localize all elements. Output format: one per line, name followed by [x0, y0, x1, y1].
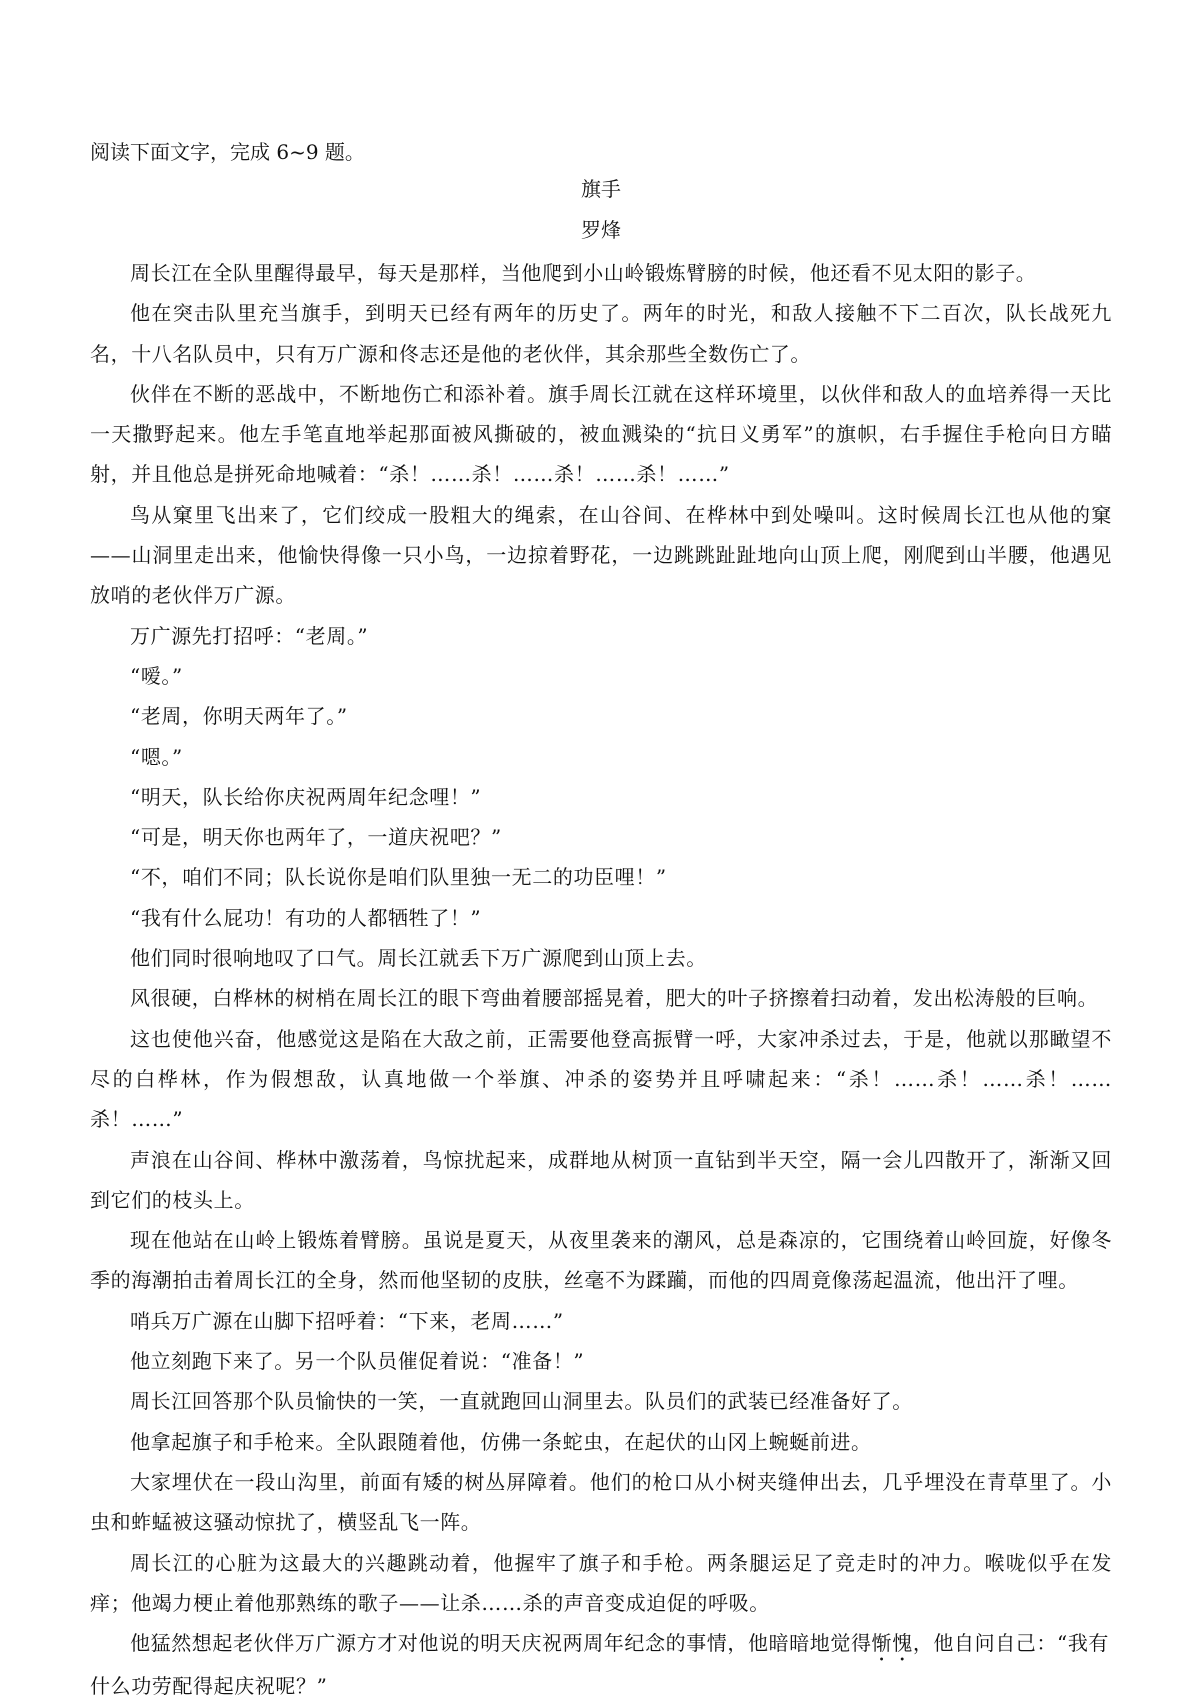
paragraph: 这也使他兴奋，他感觉这是陷在大敌之前，正需要他登高振臂一呼，大家冲杀过去，于是，他就以那瞰望不尽的白桦林，作为假想敌，认真地做一个举旗、冲杀的姿势并且呼啸起来：“杀！……杀！……杀！……杀！……” [90, 1026, 1112, 1132]
emphasized-word: 惭愧 [871, 1631, 913, 1656]
paragraph: 大家埋伏在一段山沟里，前面有矮的树丛屏障着。他们的枪口从小树夹缝伸出去，几乎埋没在青草里了。小虫和蚱蜢被这骚动惊扰了，横竖乱飞一阵。 [90, 1469, 1112, 1535]
paragraph: “嗳。” [130, 663, 183, 688]
paragraph: 他拿起旗子和手枪来。全队跟随着他，仿佛一条蛇虫，在起伏的山冈上蜿蜒前进。 [130, 1429, 872, 1454]
article-title: 旗手 [581, 177, 621, 201]
paragraph: 他们同时很响地叹了口气。周长江就丢下万广源爬到山顶上去。 [130, 946, 707, 971]
reading-instruction: 阅读下面文字，完成 6~9 题。 [90, 140, 365, 164]
paragraph: “不，咱们不同；队长说你是咱们队里独一无二的功臣哩！” [130, 865, 667, 890]
paragraph: “可是，明天你也两年了，一道庆祝吧？” [130, 825, 502, 850]
article-author: 罗烽 [581, 218, 621, 242]
paragraph: 万广源先打招呼：“老周。” [130, 623, 369, 648]
paragraph-final-before: 他猛然想起老伙伴万广源方才对他说的明天庆祝两周年纪念的事情，他暗暗地觉得 [130, 1631, 872, 1656]
paragraph: “我有什么屁功！有功的人都牺牲了！” [130, 905, 482, 930]
paragraph-final [90, 1623, 1112, 1706]
paragraph: 哨兵万广源在山脚下招呼着：“下来，老周……” [130, 1308, 564, 1333]
paragraph: 风很硬，白桦林的树梢在周长江的眼下弯曲着腰部摇晃着，肥大的叶子挤擦着扫动着，发出松涛般的巨响。 [130, 986, 1099, 1011]
paragraph: 声浪在山谷间、桦林中激荡着，鸟惊扰起来，成群地从树顶一直钻到半天空，隔一会儿四散开了，渐渐又回到它们的枝头上。 [90, 1147, 1112, 1212]
article-body [90, 253, 1112, 1706]
paragraph: “明天，队长给你庆祝两周年纪念哩！” [130, 784, 482, 809]
paragraph: “嗯。” [130, 744, 183, 769]
paragraph: 现在他站在山岭上锻炼着臂膀。虽说是夏天，从夜里袭来的潮风，总是森凉的，它围绕着山岭回旋，好像冬季的海潮拍击着周长江的全身，然而他坚韧的皮肤，丝毫不为蹂躏，而他的四周竟像荡起温流，他出汗了哩。 [90, 1228, 1112, 1293]
paragraph: 鸟从窠里飞出来了，它们绞成一股粗大的绳索，在山谷间、在桦林中到处噪叫。这时候周长江也从他的窠——山洞里走出来，他愉快得像一只小鸟，一边掠着野花，一边跳跳趾趾地向山顶上爬，刚爬到山半腰，他遇见放哨的老伙伴万广源。 [90, 502, 1112, 608]
paragraph-final-after: ，他自问自己：“我有什么功劳配得起庆祝呢？” [90, 1631, 1110, 1699]
paragraph: 伙伴在不断的恶战中，不断地伤亡和添补着。旗手周长江就在这样环境里，以伙伴和敌人的血培养得一天比一天撒野起来。他左手笔直地举起那面被风撕破的，被血溅染的“抗日义勇军”的旗帜，右手握住手枪向日方瞄射，并且他总是拼死命地喊着：“杀！……杀！……杀！……杀！……” [90, 381, 1112, 487]
paragraph: 周长江在全队里醒得最早，每天是那样，当他爬到小山岭锻炼臂膀的时候，他还看不见太阳的影子。 [130, 261, 1037, 285]
paragraph: 周长江的心脏为这最大的兴趣跳动着，他握牢了旗子和手枪。两条腿运足了竞走时的冲力。喉咙似乎在发痒；他竭力梗止着他那熟练的歌子——让杀……杀的声音变成迫促的呼吸。 [90, 1550, 1112, 1615]
paragraph: 他立刻跑下来了。另一个队员催促着说：“准备！” [130, 1349, 585, 1374]
paragraph: “老周，你明天两年了。” [130, 704, 348, 729]
paragraph: 周长江回答那个队员愉快的一笑，一直就跑回山洞里去。队员们的武装已经准备好了。 [130, 1389, 913, 1414]
paragraph: 他在突击队里充当旗手，到明天已经有两年的历史了。两年的时光，和敌人接触不下二百次，队长战死九名，十八名队员中，只有万广源和佟志还是他的老伙伴，其余那些全数伤亡了。 [90, 301, 1112, 366]
